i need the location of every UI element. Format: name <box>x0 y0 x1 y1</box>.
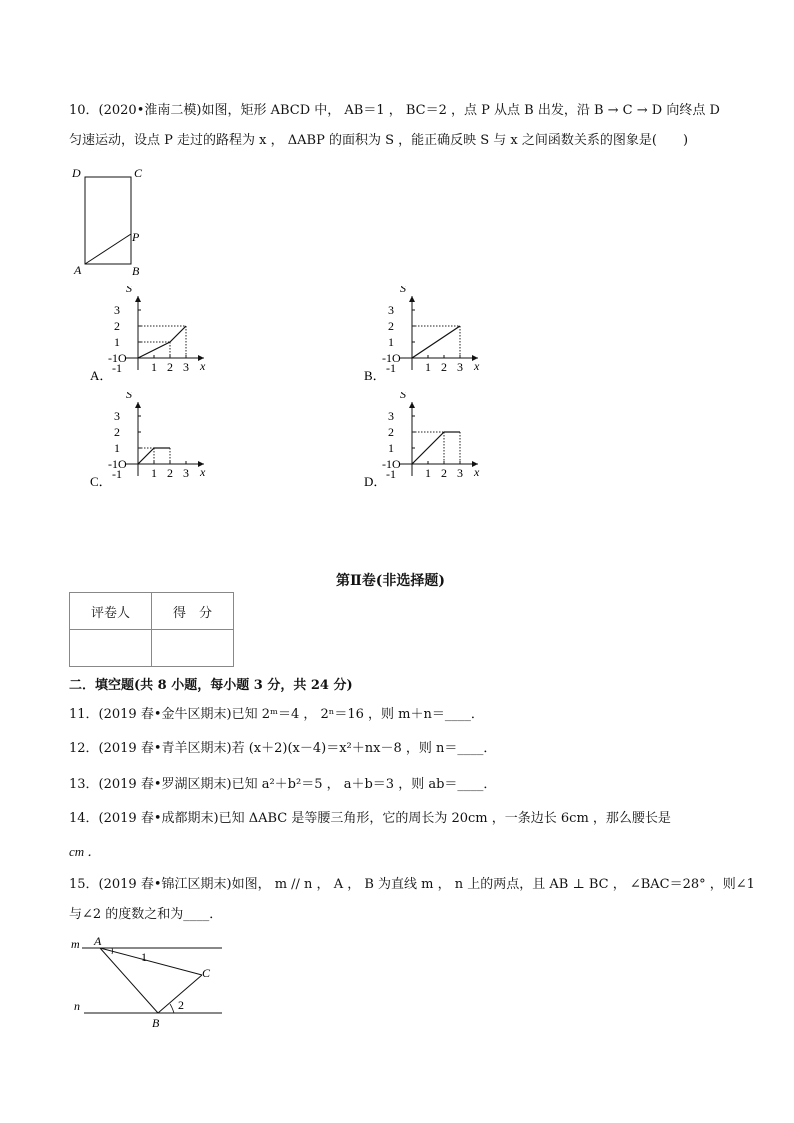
graph-segment <box>170 326 186 342</box>
origin-label: -1O <box>108 351 127 365</box>
label-B: B <box>152 1016 160 1030</box>
origin-label: -1O <box>382 457 401 471</box>
score-col-score: 得 分 <box>152 593 234 630</box>
q14-line1: 14．(2019 春•成都期末)已知 ΔABC 是等腰三角形，它的周长为 20cm ，一条边长 6cm ，那么腰长是 <box>69 811 671 826</box>
y-tick-label: 1 <box>388 441 394 455</box>
graph-segment <box>138 448 154 464</box>
y-tick-label: 3 <box>114 409 120 423</box>
x-axis-label: x <box>200 465 206 479</box>
part2-title: 第Ⅱ卷(非选择题) <box>336 573 446 589</box>
x-axis-label: x <box>200 359 206 373</box>
y-axis-label: S <box>126 286 132 295</box>
x-tick-label: 2 <box>167 466 173 480</box>
y-axis-label: S <box>400 392 406 401</box>
option-letter: D． <box>364 474 387 489</box>
q11: 11．(2019 春•金牛区期末)已知 2ᵐ＝4 ， 2ⁿ＝16 ，则 m＋n＝____． <box>69 707 484 722</box>
score-table <box>69 592 234 667</box>
y-arrow <box>409 402 415 408</box>
label-D: D <box>72 166 81 180</box>
x-tick-label: 2 <box>441 466 447 480</box>
section-2-heading: 二．填空题(共 8 小题，每小题 3 分，共 24 分) <box>69 678 353 693</box>
y-arrow <box>135 402 141 408</box>
origin-label: -1O <box>108 457 127 471</box>
x-tick-label: 2 <box>441 360 447 374</box>
y-tick-label: -1 <box>112 467 122 481</box>
q15-line1: 15．(2019 春•锦江区期末)如图， m // n ， A ， B 为直线 m ， n 上的两点，且 AB ⊥ BC ， ∠BAC＝28° ，则∠1 <box>69 877 755 892</box>
x-tick-label: 2 <box>167 360 173 374</box>
y-tick-label: 3 <box>114 303 120 317</box>
x-tick-label: 3 <box>457 466 463 480</box>
label-angle-1: 1 <box>141 950 147 964</box>
q15-parallel-lines-figure <box>66 930 236 1030</box>
label-n: n <box>74 999 80 1013</box>
x-tick-label: 1 <box>151 466 157 480</box>
label-C: C <box>134 166 143 180</box>
option-b[interactable] <box>364 286 494 390</box>
y-tick-label: 1 <box>388 335 394 349</box>
label-A: A <box>94 934 102 948</box>
label-m: m <box>71 937 80 951</box>
option-letter: A． <box>90 368 113 383</box>
x-tick-label: 1 <box>151 360 157 374</box>
option-a[interactable] <box>90 286 220 390</box>
option-b-graph <box>364 286 494 386</box>
x-tick-label: 3 <box>183 466 189 480</box>
q10-line1: 10．(2020•淮南二模)如图，矩形 ABCD 中， AB＝1 ， BC＝2 ，点 P 从点 B 出发，沿 B → C → D 向终点 D <box>69 103 720 118</box>
y-tick-label: 2 <box>388 319 394 333</box>
label-angle-2: 2 <box>178 998 184 1012</box>
score-cell-score[interactable] <box>152 630 234 667</box>
label-P: P <box>132 230 140 244</box>
score-col-grader: 评卷人 <box>70 593 152 630</box>
option-d-graph <box>364 392 494 492</box>
option-a-graph <box>90 286 220 386</box>
q10-rectangle-figure <box>70 162 160 282</box>
y-tick-label: 1 <box>114 441 120 455</box>
option-letter: B． <box>364 368 386 383</box>
y-arrow <box>409 296 415 302</box>
y-tick-label: 3 <box>388 303 394 317</box>
x-tick-label: 1 <box>425 360 431 374</box>
graph-segment <box>412 432 444 464</box>
option-c-graph <box>90 392 220 492</box>
y-tick-label: -1 <box>386 361 396 375</box>
y-arrow <box>135 296 141 302</box>
label-B: B <box>132 264 140 278</box>
x-tick-label: 3 <box>183 360 189 374</box>
y-tick-label: 3 <box>388 409 394 423</box>
label-A: A <box>74 263 82 277</box>
x-axis-label: x <box>474 465 480 479</box>
score-cell-grader[interactable] <box>70 630 152 667</box>
y-tick-label: -1 <box>386 467 396 481</box>
q14-line2: cm ． <box>69 844 101 859</box>
y-tick-label: 1 <box>114 335 120 349</box>
y-axis-label: S <box>126 392 132 401</box>
q13: 13．(2019 春•罗湖区期末)已知 a²＋b²＝5 ， a＋b＝3 ，则 ab＝____． <box>69 777 497 792</box>
y-tick-label: -1 <box>112 361 122 375</box>
option-d[interactable] <box>364 392 494 496</box>
option-letter: C． <box>90 474 112 489</box>
q15-line2: 与∠2 的度数之和为____． <box>69 907 223 922</box>
label-C: C <box>202 966 211 980</box>
x-tick-label: 3 <box>457 360 463 374</box>
origin-label: -1O <box>382 351 401 365</box>
y-tick-label: 2 <box>114 425 120 439</box>
y-tick-label: 2 <box>388 425 394 439</box>
q12: 12．(2019 春•青羊区期末)若 (x＋2)(x－4)＝x²＋nx－8 ，则 n＝____． <box>69 741 497 756</box>
y-tick-label: 2 <box>114 319 120 333</box>
q10-line2: 匀速运动，设点 P 走过的路程为 x ， ΔABP 的面积为 S ，能正确反映 S 与 x 之间函数关系的图象是( ) <box>69 133 689 148</box>
x-tick-label: 1 <box>425 466 431 480</box>
graph-segment <box>412 326 460 358</box>
x-axis-label: x <box>474 359 480 373</box>
option-c[interactable] <box>90 392 220 496</box>
y-axis-label: S <box>400 286 406 295</box>
